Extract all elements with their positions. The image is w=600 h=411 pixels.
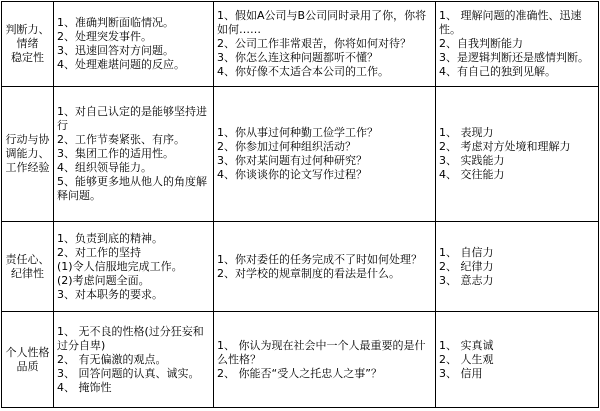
ability-item: 3、 信用 xyxy=(439,366,483,380)
behavior-item: 2、 有无偏激的观点。 xyxy=(57,352,167,366)
behavior-cell xyxy=(54,87,214,222)
question-item: 3、你怎么连这种问题都听不懂？ xyxy=(217,51,378,64)
evaluation-table xyxy=(1,1,599,408)
ability-item: 2、自我判断能力 xyxy=(439,37,523,50)
behavior-item: (2)考虑问题全面。 xyxy=(57,273,150,287)
ability-item: 1、 实真诚 xyxy=(439,338,494,352)
ability-cell xyxy=(436,222,599,312)
behavior-item: 2、工作节奏紧张、有序。 xyxy=(57,133,185,146)
category-cell xyxy=(2,2,54,87)
category-line: 判断力、 xyxy=(5,23,50,36)
category-line: 责任心、 xyxy=(5,252,50,266)
behavior-cell xyxy=(54,2,214,87)
question-item: 1、你从事过何种勤工俭学工作？ xyxy=(217,126,378,139)
question-item: 4、你谈谈你的论文写作过程？ xyxy=(217,168,367,181)
ability-item: 1、 表现力 xyxy=(439,126,494,139)
behavior-item: 1、 无不良的性格(过分狂妄和过分自卑) xyxy=(57,324,204,352)
question-cell xyxy=(214,87,436,222)
behavior-item: 4、处理难堪问题的反应。 xyxy=(57,58,185,71)
ability-item: 2、 人生观 xyxy=(439,352,494,366)
category-line: 工作经验 xyxy=(5,161,50,174)
question-cell xyxy=(214,222,436,312)
table-row xyxy=(2,87,599,222)
behavior-item: 5、能够更多地从他人的角度解释问题。 xyxy=(57,175,207,202)
evaluation-table-body xyxy=(2,2,599,408)
ability-item: 3、 实践能力 xyxy=(439,154,505,167)
behavior-item: 2、处理突发事件。 xyxy=(57,30,152,43)
category-line: 情绪 xyxy=(16,37,39,50)
question-item: 4、你好像不太适合本公司的工作。 xyxy=(217,65,389,78)
behavior-item: 2、对工作的坚持 xyxy=(57,245,141,259)
question-item: 2、你参加过何种组织活动？ xyxy=(217,140,356,153)
question-cell xyxy=(214,2,436,87)
behavior-item: (1)令人信服地完成工作。 xyxy=(57,259,183,273)
behavior-item: 3、迅速回答对方问题。 xyxy=(57,44,174,57)
question-item: 1、你对委任的任务完成不了时如何处理？ xyxy=(217,252,422,266)
behavior-item: 4、组织领导能力。 xyxy=(57,161,152,174)
category-line: 品质 xyxy=(16,359,39,373)
ability-item: 1、 自信力 xyxy=(439,245,494,259)
table-row xyxy=(2,222,599,312)
ability-item: 4、 交往能力 xyxy=(439,168,505,181)
behavior-item: 1、对自己认定的是能够坚持进行 xyxy=(57,105,207,132)
behavior-item: 4、 掩饰性 xyxy=(57,380,112,394)
ability-item: 4、有自己的独到见解。 xyxy=(439,65,556,78)
ability-cell xyxy=(436,2,599,87)
category-line: 调能力、 xyxy=(5,147,50,160)
behavior-item: 3、 回答问题的认真、诚实。 xyxy=(57,366,200,380)
behavior-cell xyxy=(54,222,214,312)
behavior-cell xyxy=(54,312,214,408)
question-cell xyxy=(214,312,436,408)
behavior-item: 3、集团工作的适用性。 xyxy=(57,147,174,160)
question-item: 3、你对某问题有过何种研究？ xyxy=(217,154,367,167)
ability-item: 3、是逻辑判断还是感情判断。 xyxy=(439,51,589,64)
category-line: 稳定性 xyxy=(11,51,44,64)
question-item: 1、 你认为现在社会中一个人最重要的是什么性格？ xyxy=(217,338,426,366)
question-item: 1、假如A公司与B公司同时录用了你，你将如何…… xyxy=(217,9,427,36)
category-line: 个人性格 xyxy=(5,345,50,359)
category-cell xyxy=(2,87,54,222)
ability-item: 2、 考虑对方处境和理解力 xyxy=(439,140,571,153)
behavior-item: 1、准确判断面临情况。 xyxy=(57,16,174,29)
ability-item: 3、 意志力 xyxy=(439,273,494,287)
category-line: 纪律性 xyxy=(11,266,44,280)
question-item: 2、公司工作非常艰苦，你将如何对待？ xyxy=(217,37,411,50)
question-item: 2、对学校的规章制度的看法是什么。 xyxy=(217,266,400,280)
category-line: 行动与协 xyxy=(5,133,50,146)
question-item: 2、 你能否“受人之托忠人之事”？ xyxy=(217,366,382,380)
ability-item: 1、 理解问题的准确性、迅速性。 xyxy=(439,9,582,36)
behavior-item: 1、负责到底的精神。 xyxy=(57,231,163,245)
behavior-item: 3、对本职务的要求。 xyxy=(57,287,163,301)
table-row xyxy=(2,2,599,87)
ability-item: 2、 纪律力 xyxy=(439,259,494,273)
category-cell xyxy=(2,222,54,312)
table-row xyxy=(2,312,599,408)
ability-cell xyxy=(436,312,599,408)
ability-cell xyxy=(436,87,599,222)
category-cell xyxy=(2,312,54,408)
